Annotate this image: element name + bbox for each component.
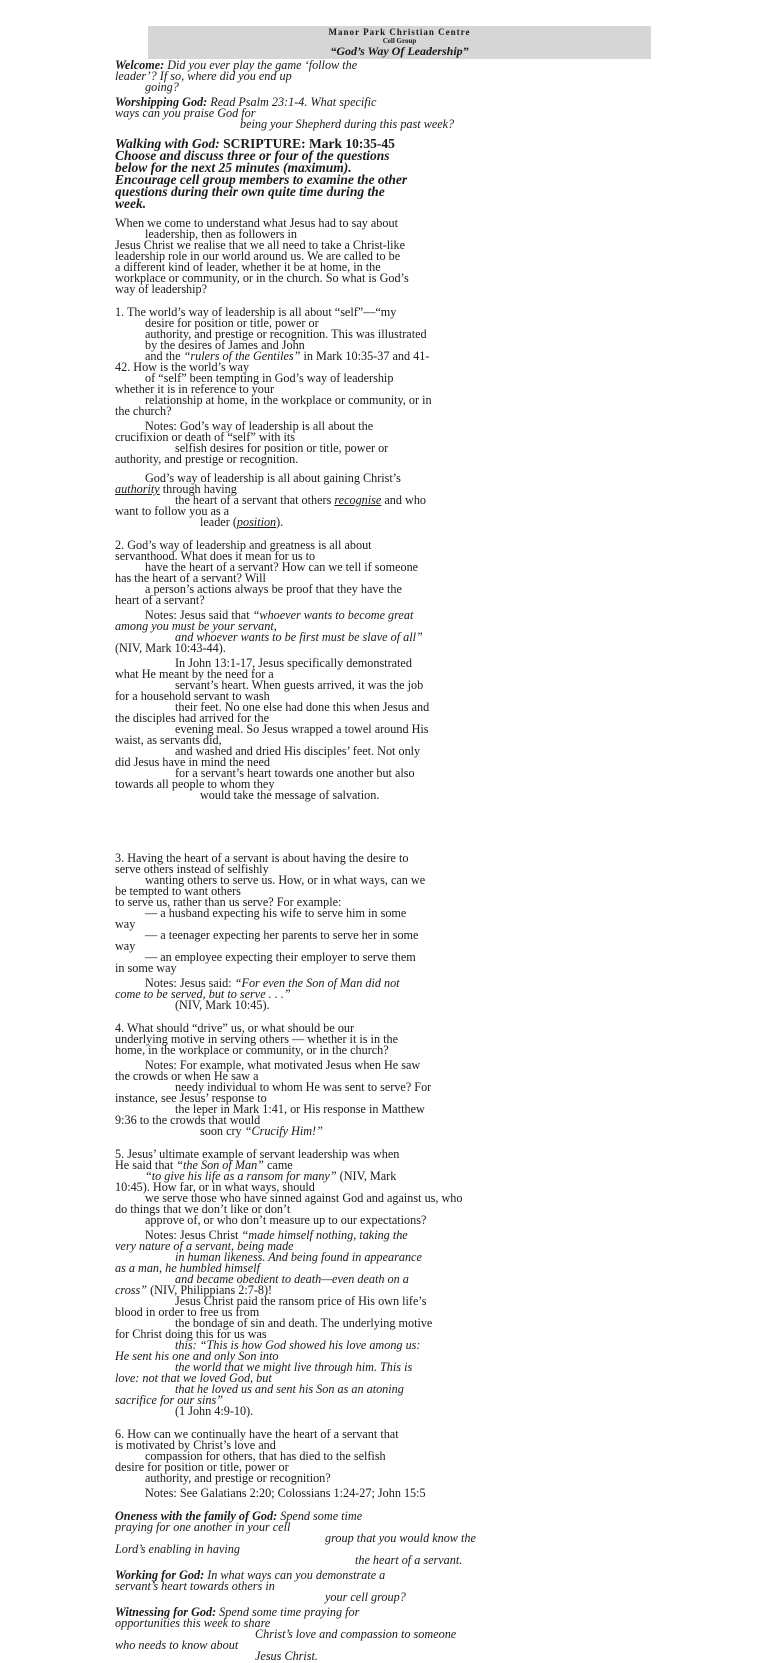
worship-text-1: Read Psalm 23:1-4. What specific	[210, 95, 377, 109]
walking-line-6: week.	[115, 196, 147, 211]
q2-line: have the heart of a servant? How can we tell if someone	[145, 560, 419, 574]
q1-line: and the	[145, 349, 181, 363]
q1-line: 1. The world’s way of leadership is all about “self”—“my	[115, 305, 397, 319]
q4-line: home, in the workplace or community, or in the church?	[115, 1043, 389, 1057]
q5-line: He said that	[115, 1158, 174, 1172]
q2-note-line: for a household servant to wash	[115, 689, 270, 703]
q5-note-line: (NIV, Philippians 2:7-8)!	[150, 1283, 273, 1297]
q1-line: whether it is in reference to your	[115, 382, 275, 396]
intro-line: leadership, then as followers in	[145, 227, 297, 241]
q2-note-line: (NIV, Mark 10:43-44).	[115, 641, 226, 655]
q6-line: is motivated by Christ’s love and	[115, 1438, 276, 1452]
working-text: servant’s heart towards others in	[115, 1579, 275, 1593]
intro-line: leadership role in our world around us. We are called to be	[115, 249, 401, 263]
q1-note-line: want to follow you as a	[115, 504, 230, 518]
q5-note-line: the bondage of sin and death. The underlying motive	[175, 1316, 433, 1330]
q5-note-line: Notes: Jesus Christ	[145, 1228, 239, 1242]
q5-note-line: blood in order to free us from	[115, 1305, 260, 1319]
q3-line: way	[115, 939, 136, 953]
q1-note-line: God’s way of leadership is all about gaining Christ’s	[145, 471, 401, 485]
q1-line: the church?	[115, 404, 172, 418]
recognise-word: recognise	[334, 493, 382, 507]
authority-word: authority	[115, 482, 160, 496]
q5-note-line: for Christ doing this for us was	[115, 1327, 267, 1341]
q3-line: — an employee expecting their employer to serve them	[145, 950, 416, 964]
q5-line: 10:45). How far, or in what ways, should	[115, 1180, 315, 1194]
worship-text-2: ways can you praise God for	[115, 106, 256, 120]
q3-line: to serve us, rather than us serve? For example:	[115, 895, 342, 909]
q5-quote: love: not that we loved God, but	[115, 1371, 272, 1385]
q4-note-line: the leper in Mark 1:41, or His response in Matthew	[175, 1102, 425, 1116]
intro-paragraph	[115, 218, 651, 295]
welcome-text-1: Did you ever play the game ‘follow the	[167, 58, 358, 72]
question-2	[115, 540, 651, 801]
worship-label: Worshipping God:	[115, 95, 208, 109]
q5-line: we serve those who have sinned against God and against us, who	[145, 1191, 463, 1205]
welcome-label: Welcome:	[115, 58, 165, 72]
q1-line: in Mark 10:35-37 and 41-	[303, 349, 430, 363]
oneness-text: Spend some time	[280, 1509, 363, 1523]
q2-note-line: waist, as servants did,	[115, 733, 222, 747]
q1-line: by the desires of James and John	[145, 338, 305, 352]
q5-quote: very nature of a servant, being made	[115, 1239, 294, 1253]
q3-quote: come to be served, but to serve . . .”	[115, 987, 291, 1001]
q5-note-line: (1 John 4:9-10).	[175, 1404, 254, 1418]
question-1	[115, 307, 651, 528]
q3-note-line: Notes: Jesus said:	[145, 976, 232, 990]
q2-note-line: towards all people to whom they	[115, 777, 275, 791]
q5-quote: this: “This is how God showed his love among us:	[175, 1338, 421, 1352]
header-banner	[148, 26, 651, 59]
walking-line-5: questions during their own quite time during the	[115, 184, 385, 199]
q2-quote: “whoever wants to become great	[252, 608, 414, 622]
q5-quote: the world that we might live through him. This is	[175, 1360, 413, 1374]
q5-quote: “the Son of Man”	[176, 1158, 264, 1172]
q5-quote: that he loved us and sent his Son as an atoning	[175, 1382, 404, 1396]
q1-note-line: ).	[276, 515, 284, 529]
q1-note-line: through having	[162, 482, 237, 496]
q2-notes	[115, 610, 651, 801]
q1-line: of “self” been tempting in God’s way of leadership	[145, 371, 394, 385]
q3-line: serve others instead of selfishly	[115, 862, 269, 876]
q5-quote: as a man, he humbled himself	[115, 1261, 260, 1275]
q4-note-line: soon cry	[200, 1124, 242, 1138]
q3-line: 3. Having the heart of a servant is about having the desire to	[115, 851, 409, 865]
q2-line: has the heart of a servant? Will	[115, 571, 266, 585]
walking-line-2: Choose and discuss three or four of the questions	[115, 148, 390, 163]
q2-note-line: Notes: Jesus said that	[145, 608, 250, 622]
q5-line: 5. Jesus’ ultimate example of servant leadership was when	[115, 1147, 400, 1161]
walking-label: Walking with God:	[115, 136, 220, 151]
walking-line-4: Encourage cell group members to examine the other	[115, 172, 408, 187]
q2-note-line: would take the message of salvation.	[200, 788, 380, 802]
q3-line: be tempted to want others	[115, 884, 241, 898]
q2-quote: and whoever wants to be first must be slave of all”	[175, 630, 423, 644]
q3-line: in some way	[115, 961, 177, 975]
q2-quote: among you must be your servant,	[115, 619, 277, 633]
q5-quote: “to give his life as a ransom for many”	[145, 1169, 337, 1183]
q3-line: — a husband expecting his wife to serve him in some	[145, 906, 407, 920]
q1-note-line: leader (	[200, 515, 237, 529]
q4-note-line: needy individual to whom He was sent to serve? For	[175, 1080, 432, 1094]
q4-notes	[115, 1060, 651, 1137]
q1-line: relationship at home, in the workplace or community, or in	[145, 393, 432, 407]
q6-line: desire for position or title, power or	[115, 1460, 289, 1474]
question-6	[115, 1429, 651, 1499]
intro-line: a different kind of leader, whether it be at home, in the	[115, 260, 381, 274]
q3-notes	[115, 978, 651, 1011]
welcome-text-2: leader’? If so, where did you end up	[115, 69, 292, 83]
intro-line: way of leadership?	[115, 282, 208, 296]
oneness-text: group that you would know the	[325, 1531, 476, 1545]
q3-line: — a teenager expecting her parents to serve her in some	[145, 928, 419, 942]
q2-note-line: what He meant by the need for a	[115, 667, 274, 681]
q4-line: 4. What should “drive” us, or what should be our	[115, 1021, 355, 1035]
walking-section	[115, 138, 651, 210]
working-text: In what ways can you demonstrate a	[207, 1568, 386, 1582]
q1-line: 42. How is the world’s way	[115, 360, 250, 374]
department-name: Cell Group	[382, 37, 417, 45]
witnessing-text: Christ’s love and compassion to someone	[255, 1627, 457, 1641]
q4-note-line: the crowds or when He saw a	[115, 1069, 259, 1083]
q6-line: authority, and prestige or recognition?	[145, 1471, 331, 1485]
q2-line: servanthood. What does it mean for us to	[115, 549, 316, 563]
q1-line: authority, and prestige or recognition. This was illustrated	[145, 327, 427, 341]
document-page	[115, 26, 651, 1662]
q5-quote: sacrifice for our sins”	[115, 1393, 224, 1407]
worship-text-3: being your Shepherd during this past week?	[240, 117, 455, 131]
intro-line: workplace or community, or in the church. So what is God’s	[115, 271, 409, 285]
q6-line: 6. How can we continually have the heart of a servant that	[115, 1427, 399, 1441]
q5-line: do things that we don’t like or don’t	[115, 1202, 291, 1216]
oneness-label: Oneness with the family of God:	[115, 1509, 278, 1523]
q1-note-line: Notes: God’s way of leadership is all about the	[145, 419, 374, 433]
q2-line: heart of a servant?	[115, 593, 205, 607]
witnessing-text: Spend some time praying for	[219, 1605, 360, 1619]
q6-line: compassion for others, that has died to the selfish	[145, 1449, 386, 1463]
q1-note-line: selfish desires for position or title, power or	[175, 441, 389, 455]
oneness-section	[115, 1511, 651, 1566]
working-text: your cell group?	[325, 1590, 406, 1604]
q4-quote: “Crucify Him!”	[244, 1124, 323, 1138]
witnessing-text: who needs to know about	[115, 1638, 239, 1652]
q2-note-line: evening meal. So Jesus wrapped a towel around His	[175, 722, 429, 736]
oneness-text: the heart of a servant.	[355, 1553, 463, 1567]
q1-note-line: authority, and prestige or recognition.	[115, 452, 299, 466]
oneness-text: Lord’s enabling in having	[115, 1542, 240, 1556]
q1-quote: “rulers of the Gentiles”	[183, 349, 301, 363]
witnessing-text: Jesus Christ.	[255, 1649, 318, 1663]
q5-notes	[115, 1230, 651, 1417]
witnessing-label: Witnessing for God:	[115, 1605, 217, 1619]
q1-note-line: crucifixion or death of “self” with its	[115, 430, 296, 444]
q1-line: desire for position or title, power or	[145, 316, 319, 330]
q2-note-line: the disciples had arrived for the	[115, 711, 269, 725]
walking-line-3: below for the next 25 minutes (maximum).	[115, 160, 352, 175]
q5-quote: in human likeness. And being found in appearance	[175, 1250, 422, 1264]
question-3	[115, 853, 651, 1011]
q5-quote: and became obedient to death—even death on a	[175, 1272, 409, 1286]
oneness-text: praying for one another in your cell	[115, 1520, 291, 1534]
position-word: position	[236, 515, 277, 529]
q3-quote: “For even the Son of Man did not	[234, 976, 400, 990]
q2-line: a person’s actions always be proof that they have the	[145, 582, 402, 596]
q4-line: underlying motive in serving others — whether it is in the	[115, 1032, 398, 1046]
q6-note-line: Notes: See Galatians 2:20; Colossians 1:24-27; John 15:5	[145, 1486, 426, 1500]
q1-note-line: and who	[384, 493, 427, 507]
q2-note-line: servant’s heart. When guests arrived, it was the job	[175, 678, 424, 692]
question-4	[115, 1023, 651, 1137]
intro-line: Jesus Christ we realise that we all need to take a Christ-like	[115, 238, 406, 252]
welcome-section	[115, 60, 651, 93]
q4-note-line: instance, see Jesus’ response to	[115, 1091, 267, 1105]
q3-line: wanting others to serve us. How, or in what ways, can we	[145, 873, 426, 887]
q4-note-line: Notes: For example, what motivated Jesus when He saw	[145, 1058, 421, 1072]
q5-quote: He sent his one and only Son into	[115, 1349, 279, 1363]
q5-note-line: Jesus Christ paid the ransom price of His own life’s	[175, 1294, 427, 1308]
working-section	[115, 1570, 651, 1603]
q1-note-line: the heart of a servant that others	[175, 493, 332, 507]
q2-line: 2. God’s way of leadership and greatness is all about	[115, 538, 372, 552]
q5-line: approve of, or who don’t measure up to our expectations?	[145, 1213, 427, 1227]
q5-quote: cross”	[115, 1283, 148, 1297]
question-5	[115, 1149, 651, 1417]
witnessing-text: opportunities this week to share	[115, 1616, 271, 1630]
q2-note-line: and washed and dried His disciples’ feet. Not only	[175, 744, 421, 758]
working-label: Working for God:	[115, 1568, 205, 1582]
welcome-text-3: going?	[145, 80, 179, 94]
q2-note-line: In John 13:1-17, Jesus specifically demonstrated	[175, 656, 412, 670]
study-title: “God’s Way Of Leadership”	[330, 44, 469, 58]
scripture-ref: SCRIPTURE: Mark 10:35-45	[223, 136, 395, 151]
intro-line: When we come to understand what Jesus had to say about	[115, 216, 398, 230]
q5-quote: “made himself nothing, taking the	[241, 1228, 408, 1242]
q2-note-line: for a servant’s heart towards one another but also	[175, 766, 415, 780]
q2-note-line: their feet. No one else had done this when Jesus and	[175, 700, 430, 714]
q1-notes	[115, 421, 651, 528]
q5-line: came	[267, 1158, 293, 1172]
church-name: Manor Park Christian Centre	[328, 27, 471, 37]
worship-section	[115, 97, 651, 130]
q2-note-line: did Jesus have in mind the need	[115, 755, 271, 769]
q4-note-line: 9:36 to the crowds that would	[115, 1113, 261, 1127]
witnessing-section	[115, 1607, 651, 1662]
q3-line: way	[115, 917, 136, 931]
q5-line: (NIV, Mark	[339, 1169, 397, 1183]
q3-note-line: (NIV, Mark 10:45).	[175, 998, 270, 1012]
